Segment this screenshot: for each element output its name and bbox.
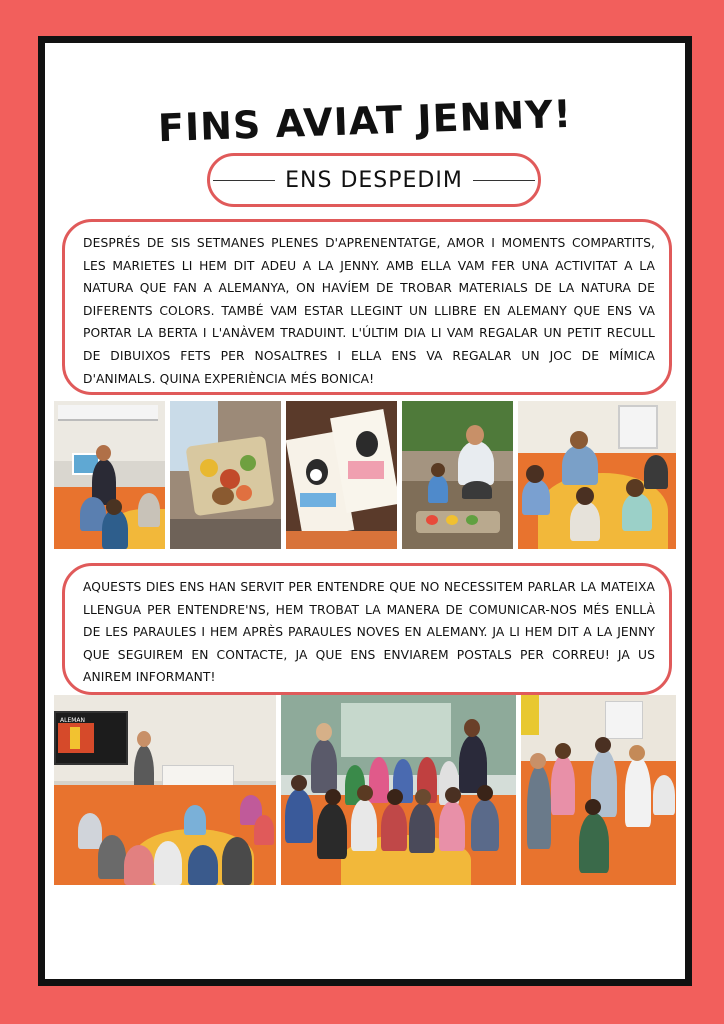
photo-outdoor-activity bbox=[402, 401, 513, 549]
subtitle-left-line bbox=[213, 180, 275, 181]
paragraph-box-2: AQUESTS DIES ENS HAN SERVIT PER ENTENDRE QUE NO NECESSITEM PARLAR LA MATEIXA LLENGUA PER ENTENDRE'NS, HEM TROBAT LA MANERA DE COMUNICAR-NOS MÉS ENLLÀ DE LES PARAULES I HEM APRÈS PARAULES NOVES EN ALEMANY. JA LI HEM DIT A LA JENNY QUE SEGUIREM EN CONTACTE, JA QUE ENS ENVIAREM POSTALS PER CORREU! JA US ANIREM INFORMANT! bbox=[62, 563, 672, 695]
photo-mime-game bbox=[518, 401, 676, 549]
photo-group-picture bbox=[281, 695, 516, 885]
subtitle-pill bbox=[207, 153, 541, 207]
photo-kids-playing bbox=[521, 695, 676, 885]
photo-reading-book bbox=[54, 401, 165, 549]
paragraph-box-1: DESPRÉS DE SIS SETMANES PLENES D'APRENENTATGE, AMOR I MOMENTS COMPARTITS, LES MARIETES LI HEM DIT ADEU A LA JENNY. AMB ELLA VAM FER UNA ACTIVITAT A LA NATURA QUE FAN A ALEMANYA, ON HAVÍEM DE TROBAR MATERIALS DE LA NATURA DE DIFERENTS COLORS. TAMBÉ VAM ESTAR LLEGINT UN LLIBRE EN ALEMANY QUE ENS VA PORTAR LA BERTA I L'ANÀVEM TRADUINT. L'ÚLTIM DIA LI VAM REGALAR UN PETIT RECULL DE DIBUIXOS FETS PER NOSALTRES I ELLA ENS VA REGALAR UN JOC DE MÍMICA D'ANIMALS. QUINA EXPERIÈNCIA MÉS BONICA! bbox=[62, 219, 672, 395]
newsletter-page bbox=[38, 36, 692, 986]
page-title: FINS AVIAT JENNY! bbox=[157, 91, 573, 151]
photo-nature-materials bbox=[170, 401, 281, 549]
subtitle-text: ENS DESPEDIM bbox=[285, 167, 463, 193]
photo-german-book bbox=[286, 401, 397, 549]
screen-text: ALEMAN bbox=[60, 717, 86, 724]
subtitle-right-line bbox=[473, 180, 535, 181]
photo-classroom-screen bbox=[54, 695, 276, 885]
